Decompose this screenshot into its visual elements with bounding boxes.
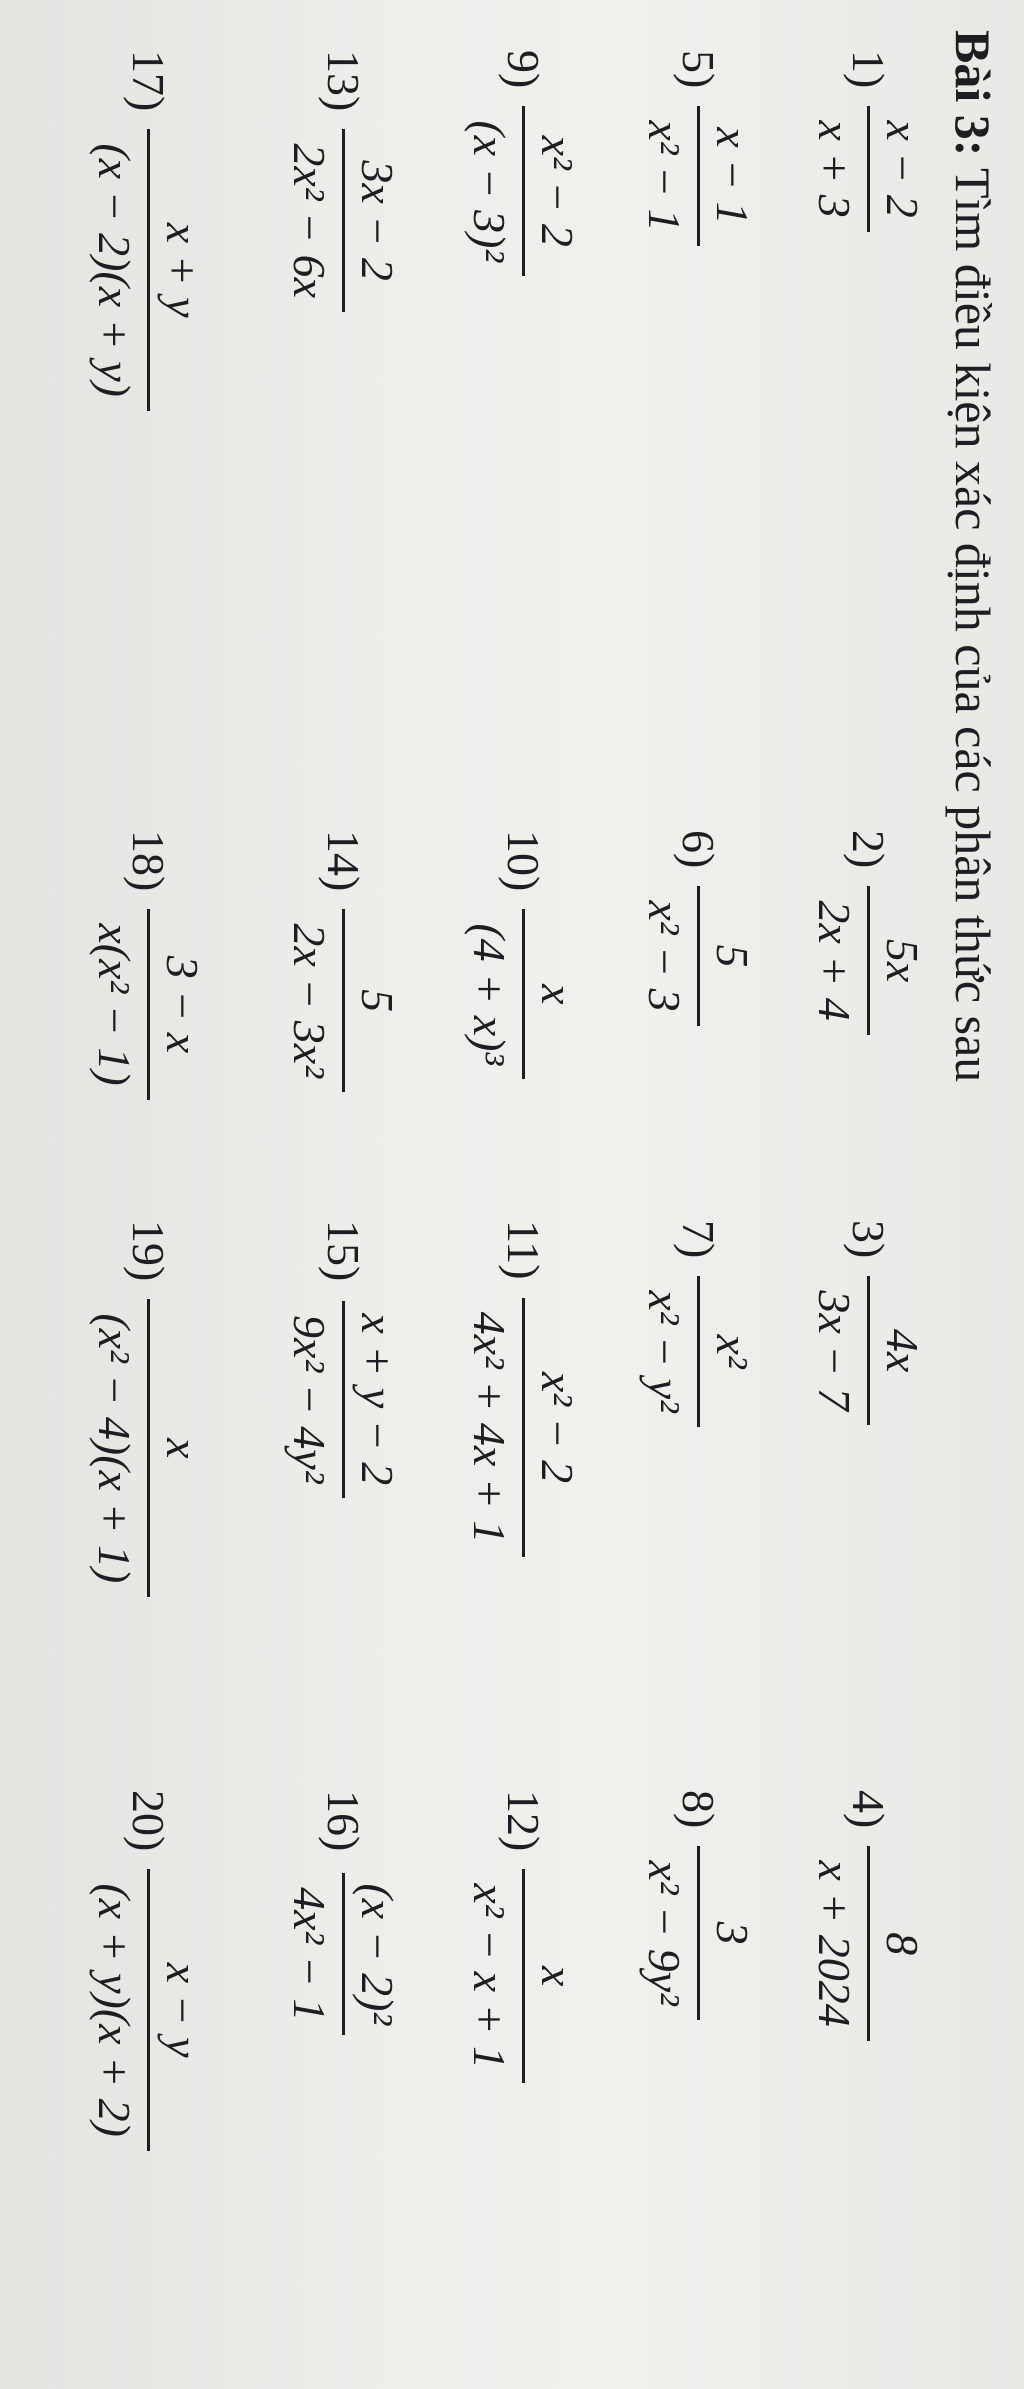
fraction-denominator: x² − 1 xyxy=(638,106,700,245)
fraction xyxy=(808,106,929,231)
fraction-denominator: x(x² − 1) xyxy=(88,909,150,1099)
fraction-denominator: x + 3 xyxy=(808,106,870,231)
fraction xyxy=(88,1869,209,2151)
fraction-numerator: 4x xyxy=(877,1328,928,1373)
fraction-denominator: (4 + x)³ xyxy=(463,909,525,1079)
exercise-number: 12) xyxy=(498,1790,549,1852)
exercise-instruction: Tìm điều kiện xác định của các phân thức sau xyxy=(945,156,1001,1083)
fraction xyxy=(638,886,759,1025)
exercise-item xyxy=(463,830,584,1079)
fraction-numerator: x² − 2 xyxy=(532,135,583,247)
exercise-number: 17) xyxy=(123,50,174,112)
exercise-item xyxy=(808,1790,929,2041)
fraction xyxy=(88,129,209,411)
fraction-numerator: 5 xyxy=(352,989,403,1013)
fraction-numerator: x − 1 xyxy=(707,127,758,225)
exercise-item xyxy=(808,830,929,1035)
fraction xyxy=(808,886,929,1034)
fraction-denominator: 4x² − 1 xyxy=(283,1873,345,2035)
fraction-denominator: x² − 9y² xyxy=(638,1846,700,2019)
fraction-denominator: 2x² − 6x xyxy=(283,129,345,312)
exercise-label: Bài 3: xyxy=(945,30,1001,157)
fraction-denominator: (x − 2)(x + y) xyxy=(88,129,150,411)
exercise-number: 13) xyxy=(318,50,369,112)
fraction-numerator: 3x − 2 xyxy=(352,160,403,281)
fraction xyxy=(283,909,404,1092)
exercise-item xyxy=(638,50,759,246)
exercise-item xyxy=(283,1790,404,2039)
fraction-denominator: 9x² − 4y² xyxy=(283,1301,345,1497)
fraction-numerator: 3 − x xyxy=(157,955,208,1054)
exercise-number: 2) xyxy=(843,830,894,869)
fraction xyxy=(808,1846,929,2040)
exercise-item xyxy=(88,1790,209,2151)
fraction-numerator: x − 2 xyxy=(877,120,928,218)
exercise-item xyxy=(638,1790,759,2020)
fraction-numerator: x² − 2 xyxy=(532,1371,583,1484)
exercise-number: 1) xyxy=(843,50,894,89)
exercise-item xyxy=(463,50,584,276)
fraction-numerator: x + y xyxy=(157,222,208,318)
fraction xyxy=(283,1299,404,1499)
fraction-denominator: 3x − 7 xyxy=(808,1276,870,1424)
fraction-denominator: 4x² + 4x + 1 xyxy=(463,1298,525,1558)
fraction xyxy=(808,1276,929,1424)
fraction-numerator: x xyxy=(532,984,583,1005)
exercise-number: 7) xyxy=(673,1220,724,1259)
fraction-numerator: x² xyxy=(707,1334,758,1369)
exercise-number: 20) xyxy=(123,1790,174,1852)
fraction-denominator: (x² − 4)(x + 1) xyxy=(88,1299,150,1597)
fraction-numerator: x − y xyxy=(157,1962,208,2058)
fraction xyxy=(463,909,584,1079)
exercise-item xyxy=(808,1220,929,1425)
fraction-numerator: (x − 2)² xyxy=(352,1883,403,2026)
exercise-number: 11) xyxy=(498,1220,549,1280)
exercise-item xyxy=(463,1220,584,1557)
fraction-denominator: 2x − 3x² xyxy=(283,909,345,1092)
fraction-denominator: (x − 3)² xyxy=(463,106,525,276)
exercise-number: 16) xyxy=(318,1790,369,1852)
fraction xyxy=(638,1846,759,2019)
exercise-item xyxy=(283,50,404,312)
fraction-numerator: 5x xyxy=(877,938,928,983)
exercise-number: 4) xyxy=(843,1790,894,1829)
exercise-number: 6) xyxy=(673,830,724,869)
fraction-denominator: x² − 3 xyxy=(638,886,700,1025)
fraction-denominator: (x + y)(x + 2) xyxy=(88,1869,150,2151)
exercise-number: 10) xyxy=(498,830,549,892)
exercise-item xyxy=(283,830,404,1092)
fraction-denominator: x² − y² xyxy=(638,1276,700,1426)
fraction-numerator: 5 xyxy=(707,944,758,968)
exercise-number: 18) xyxy=(123,830,174,892)
exercise-heading xyxy=(944,30,1002,1082)
fraction-numerator: x xyxy=(157,1438,208,1459)
fraction xyxy=(463,1869,584,2083)
exercise-item xyxy=(463,1790,584,2083)
fraction xyxy=(88,1299,209,1597)
fraction-numerator: x + y − 2 xyxy=(352,1313,403,1486)
exercise-number: 3) xyxy=(843,1220,894,1259)
fraction-numerator: 3 xyxy=(707,1921,758,1945)
exercise-number: 8) xyxy=(673,1790,724,1829)
exercise-number: 14) xyxy=(318,830,369,892)
exercise-number: 5) xyxy=(673,50,724,89)
exercise-item xyxy=(88,1220,209,1597)
fraction-denominator: x + 2024 xyxy=(808,1846,870,2040)
fraction-denominator: 2x + 4 xyxy=(808,886,870,1034)
fraction xyxy=(88,909,209,1099)
exercise-number: 9) xyxy=(498,50,549,89)
fraction xyxy=(283,1869,404,2039)
fraction xyxy=(638,1276,759,1426)
fraction-denominator: x² − x + 1 xyxy=(463,1869,525,2083)
exercise-item xyxy=(88,50,209,411)
fraction xyxy=(463,106,584,276)
fraction-numerator: x xyxy=(532,1965,583,1987)
exercise-item xyxy=(638,1220,759,1427)
exercise-number: 19) xyxy=(123,1220,174,1282)
exercise-number: 15) xyxy=(318,1220,369,1282)
fraction-numerator: 8 xyxy=(877,1932,928,1956)
fraction xyxy=(463,1298,584,1558)
exercise-item xyxy=(88,830,209,1100)
fraction xyxy=(638,106,759,245)
exercise-item xyxy=(638,830,759,1026)
exercise-item xyxy=(283,1220,404,1499)
fraction xyxy=(283,129,404,312)
exercise-item xyxy=(808,50,929,232)
